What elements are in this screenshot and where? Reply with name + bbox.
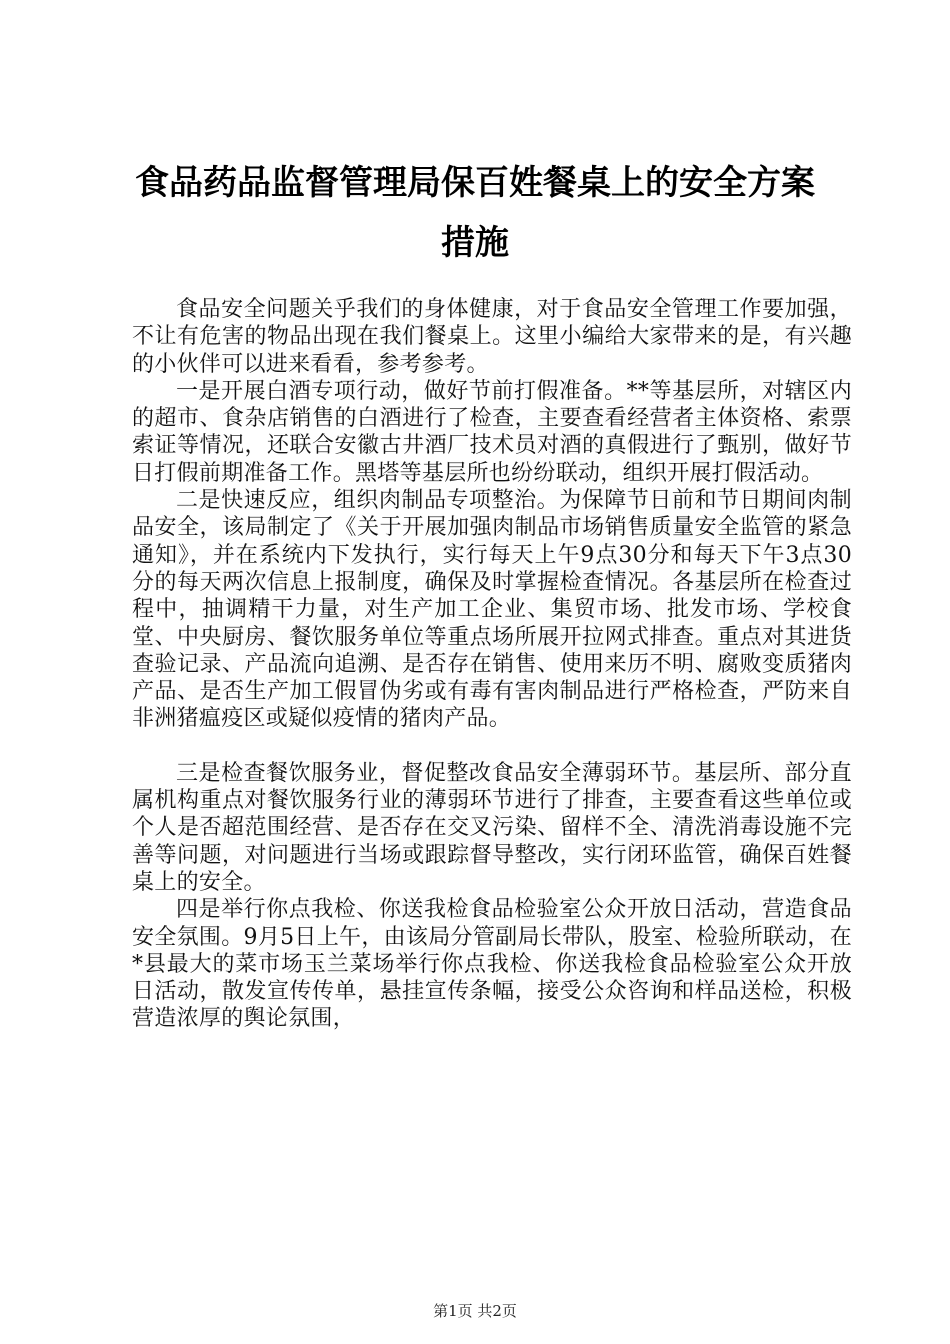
paragraph-4: 四是举行你点我检、你送我检食品检验室公众开放日活动，营造食品安全氛围。9月5日上午，由该局分管副局长带队，股室、检验所联动，在*县最大的菜市场玉兰菜场举行你点我检、你送我检食品检验室公众开放日活动，散发宣传传单，悬挂宣传条幅，接受公众咨询和样品送检，积极营造浓厚的舆论氛围， [132,897,852,1032]
paragraph-2: 二是快速反应，组织肉制品专项整治。为保障节日前和节日期间肉制品安全，该局制定了《关于开展加强肉制品市场销售质量安全监管的紧急通知》，并在系统内下发执行，实行每天上午9点30分和每天下午3点30分的每天两次信息上报制度，确保及时掌握检查情况。各基层所在检查过程中，抽调精干力量，对生产加工企业、集贸市场、批发市场、学校食堂、中央厨房、餐饮服务单位等重点场所展开拉网式排查。重点对其进货查验记录、产品流向追溯、是否存在销售、使用来历不明、腐败变质猪肉产品、是否生产加工假冒伪劣或有毒有害肉制品进行严格检查，严防来自非洲猪瘟疫区或疑似疫情的猪肉产品。 [132,488,852,732]
page-number-footer: 第1页 共2页 [433,1302,517,1320]
paragraph-1: 一是开展白酒专项行动，做好节前打假准备。**等基层所，对辖区内的超市、食杂店销售的白酒进行了检查，主要查看经营者主体资格、索票索证等情况，还联合安徽古井酒厂技术员对酒的真假进行了甄别，做好节日打假前期准备工作。黑塔等基层所也纷纷联动，组织开展打假活动。 [132,378,852,486]
paragraph-3: 三是检查餐饮服务业，督促整改食品安全薄弱环节。基层所、部分直属机构重点对餐饮服务行业的薄弱环节进行了排查，主要查看这些单位或个人是否超范围经营、是否存在交叉污染、留样不全、清洗消毒设施不完善等问题，对问题进行当场或跟踪督导整改，实行闭环监管，确保百姓餐桌上的安全。 [132,760,852,895]
document-body [132,296,852,1033]
document-title-line-1: 食品药品监督管理局保百姓餐桌上的安全方案 [135,163,815,203]
document-title-line-2: 措施 [441,223,509,263]
paragraph-intro: 食品安全问题关乎我们的身体健康，对于食品安全管理工作要加强，不让有危害的物品出现在我们餐桌上。这里小编给大家带来的是，有兴趣的小伙伴可以进来看看，参考参考。 [132,297,852,377]
